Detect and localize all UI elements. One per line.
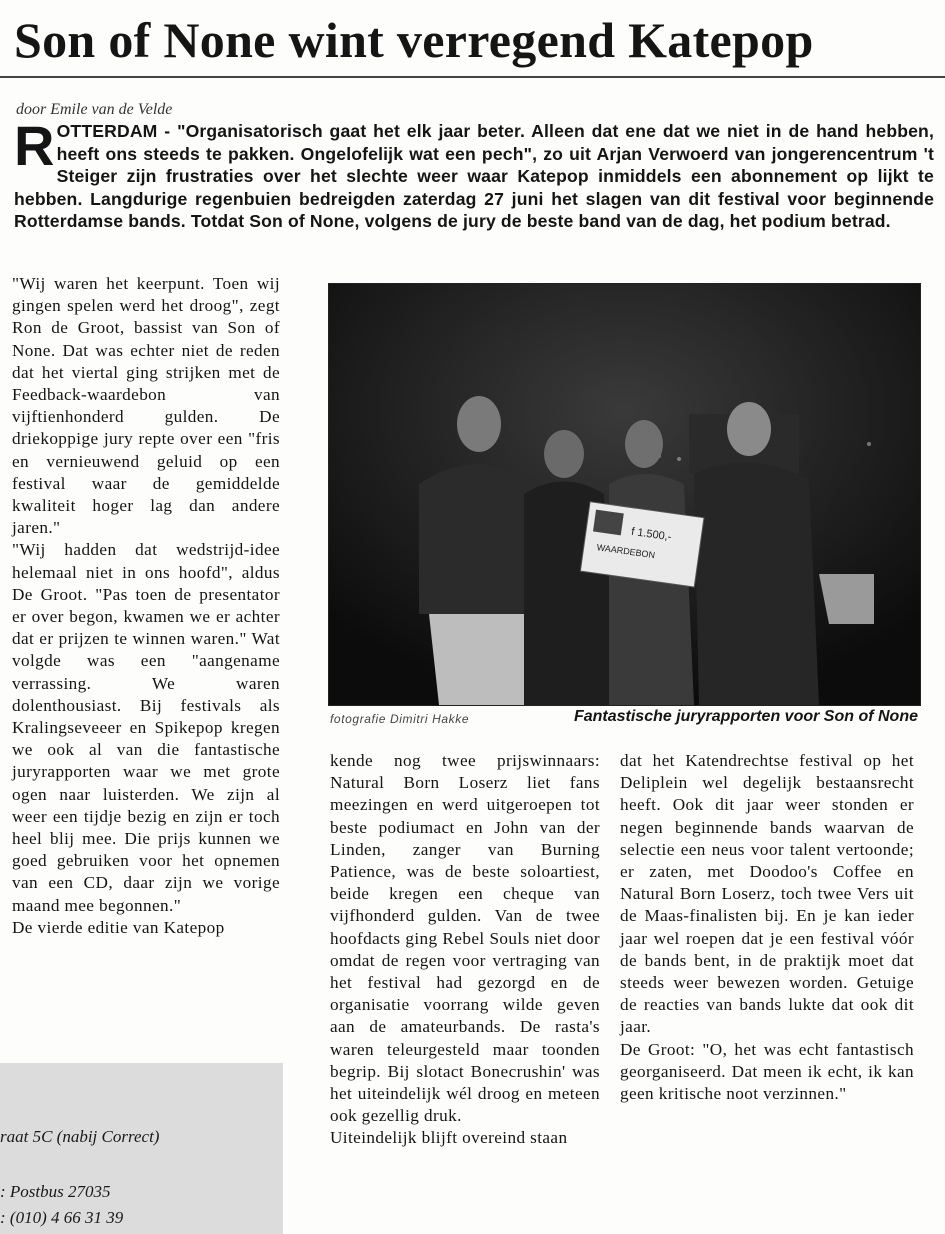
cheque-label: WAARDEBON — [596, 542, 656, 561]
byline: door Emile van de Velde — [16, 101, 173, 118]
lead-text: - "Organisatorisch gaat het elk jaar beter. Alleen dat ene dat we niet in de hand hebben, heeft ons steeds te pakken. Ongelofelijk wat een pech", zo uit Arjan Verwoerd van jongerencentrum 't Steiger zijn frustraties over het slechte weer waar Katepop inmiddels een abonnement op lijkt te hebben. Langdurige regenbuien bedreigden zaterdag 27 juni het slagen van dit festival voor beginnende Rotterdamse bands. Totdat Son of None, volgens de jury de beste band van de dag, het podium betrad. — [14, 121, 934, 232]
info-phone: : (010) 4 66 31 39 — [0, 1208, 124, 1227]
column-2 — [330, 750, 600, 1150]
drop-cap: R — [14, 114, 55, 177]
column-2-paragraph: Uiteindelijk blijft overeind staan — [330, 1128, 568, 1148]
cheque-amount: f 1.500,- — [630, 525, 673, 544]
column-1-paragraph: "Wij hadden dat wedstrijd-idee helemaal niet in ons hoofd", aldus De Groot. "Pas toen de presentator er over begon, kwamen we er achter dat er prijzen te winnen waren." Wat volgde was een "aangename verrassing. We waren dolenthousiast. Bij festivals als Kralingseveeer en Spikepop kregen we ook al van die fantastische juryrapporten waar we met grote ogen naar luisterden. We zijn al weer een tijdje bezig en zijn er toch heel blij mee. Die prijs kunnen we goed gebruiken voor het opnemen van een CD, daar zijn we vorige maand mee begonnen." — [12, 540, 280, 915]
column-3-paragraph: dat het Katendrechtse festival op het Deliplein wel degelijk bestaansrecht heeft. Ook dit jaar weer stonden er negen beginnende bands waarvan de selectie een neus voor talent vertoonde; er zaten, met Doodoo's Coffee en Natural Born Loserz, toch twee Vers uit de Maas-finalisten bij. En je kan ieder jaar wel roepen dat je een festival vóór de bands bent, in de praktijk moet dat steeds weer bewezen worden. Getuige de reacties van bands lukte dat ook dit jaar. — [620, 751, 914, 1037]
photo-caption: Fantastische juryrapporten voor Son of None — [573, 708, 918, 725]
column-3-paragraph: De Groot: "O, het was echt fantastisch georganiseerd. Dat meen ik echt, ik kan geen kritische noot verzinnen." — [620, 1039, 914, 1104]
column-1 — [12, 273, 280, 939]
column-1-paragraph: De vierde editie van Katepop — [12, 917, 225, 937]
photo-credit: fotografie Dimitri Hakke — [330, 712, 470, 726]
column-3 — [620, 750, 914, 1105]
band-photo — [328, 283, 921, 706]
column-1-paragraph: "Wij waren het keerpunt. Toen wij gingen spelen werd het droog", zegt Ron de Groot, bassist van Son of None. Dat was echter niet de reden dat het viertal ging strijken met de Feedback-waardebon van vijftienhonderd gulden. De driekoppige jury repte over een "fris en vernieuwend geluid op een festival waar de gemiddelde kwaliteit hoger lag dan andere jaren." — [12, 274, 280, 538]
headline: Son of None wint verregend Katepop — [14, 12, 814, 68]
info-address: raat 5C (nabij Correct) — [0, 1127, 160, 1146]
info-postbus: : Postbus 27035 — [0, 1182, 111, 1201]
column-2-paragraph: kende nog twee prijswinnaars: Natural Born Loserz liet fans meezingen en werd uitgeroepen tot beste podiumact en John van der Linden, zanger van Burning Patience, was de beste soloartiest, beide kregen een cheque van vijfhonderd gulden. Van de twee hoofdacts ging Rebel Souls niet door omdat de regen voor vertraging van het festival had gezorgd en de organisatie voorrang wilde geven aan de amateurbands. De rasta's waren teleurgesteld maar toonden begrip. Bij slotact Bonecrushin' was het uiteindelijk wél droog en meteen ook gezellig druk. — [330, 751, 600, 1126]
lead-paragraph — [14, 114, 934, 233]
headline-rule — [0, 76, 945, 78]
lead-city: OTTERDAM — [56, 121, 158, 141]
band-photo-illustration — [329, 284, 920, 705]
